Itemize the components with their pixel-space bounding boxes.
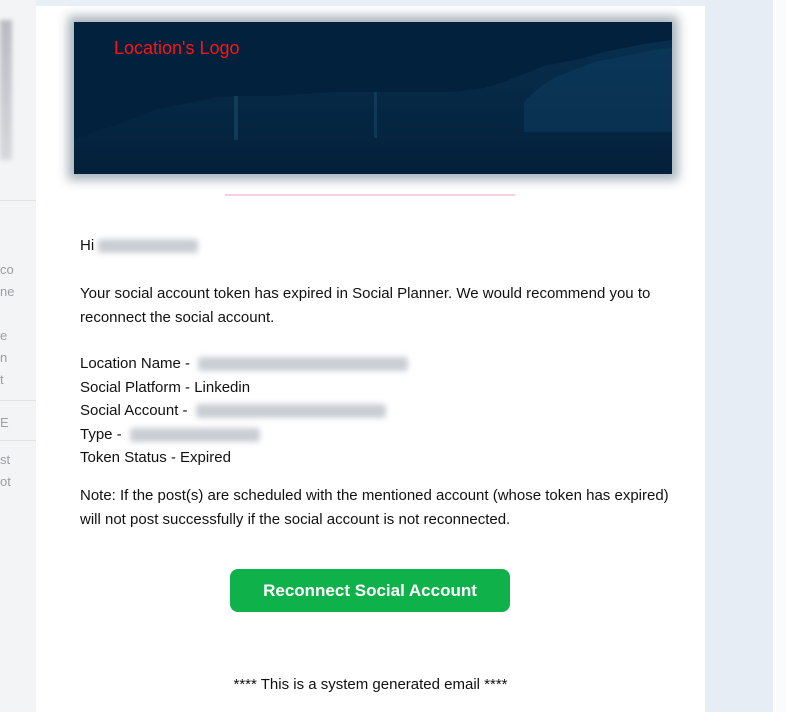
account-details: [80, 352, 670, 470]
banner-divider: [225, 194, 515, 196]
left-text-fragment: st: [0, 452, 11, 467]
redacted-recipient-name: [98, 239, 198, 253]
detail-label: Social Platform - Linkedin: [80, 378, 251, 396]
greeting-prefix: Hi: [80, 237, 95, 254]
detail-label: Location Name -: [80, 355, 195, 372]
left-divider: [0, 440, 36, 441]
right-background-panel: [705, 0, 775, 712]
left-background-panel: [0, 0, 36, 712]
location-logo-label: Location's Logo: [114, 38, 240, 58]
right-scroll-strip: [773, 0, 786, 712]
detail-token-status: [80, 446, 670, 470]
detail-location-name: [80, 352, 670, 376]
left-text-fragment: E: [0, 415, 9, 430]
detail-label: Type -: [80, 425, 126, 443]
left-text-fragment: e: [0, 328, 8, 343]
note-paragraph: Note: If the post(s) are scheduled with the mentioned account (whose token has expired) will not post successfully if the social account is not reconnected.: [80, 487, 669, 528]
email-body: [36, 6, 705, 712]
redacted-location-name: [198, 357, 408, 371]
left-divider: [0, 200, 36, 201]
detail-label: Social Account -: [80, 402, 192, 419]
left-text-fragment: n: [0, 350, 8, 365]
left-thumbnail: [0, 20, 12, 160]
system-generated-footer: **** This is a system generated email ****: [233, 676, 508, 693]
redacted-social-account: [196, 404, 386, 418]
detail-label: Token Status - Expired: [80, 449, 231, 466]
greeting-line: [80, 234, 670, 258]
location-logo-banner: [74, 22, 672, 174]
left-text-fragment: t: [0, 372, 4, 387]
detail-social-platform: [80, 376, 670, 400]
detail-social-account: [80, 399, 670, 423]
redacted-type: [130, 428, 260, 442]
left-text-fragment: ot: [0, 474, 11, 489]
detail-type: [80, 423, 670, 447]
left-text-fragment: co: [0, 262, 14, 277]
left-text-fragment: ne: [0, 284, 15, 299]
left-divider: [0, 400, 36, 401]
intro-paragraph: Your social account token has expired in Social Planner. We would recommend you to reconnect the social account.: [80, 285, 651, 326]
reconnect-social-account-button[interactable]: Reconnect Social Account: [230, 569, 510, 612]
